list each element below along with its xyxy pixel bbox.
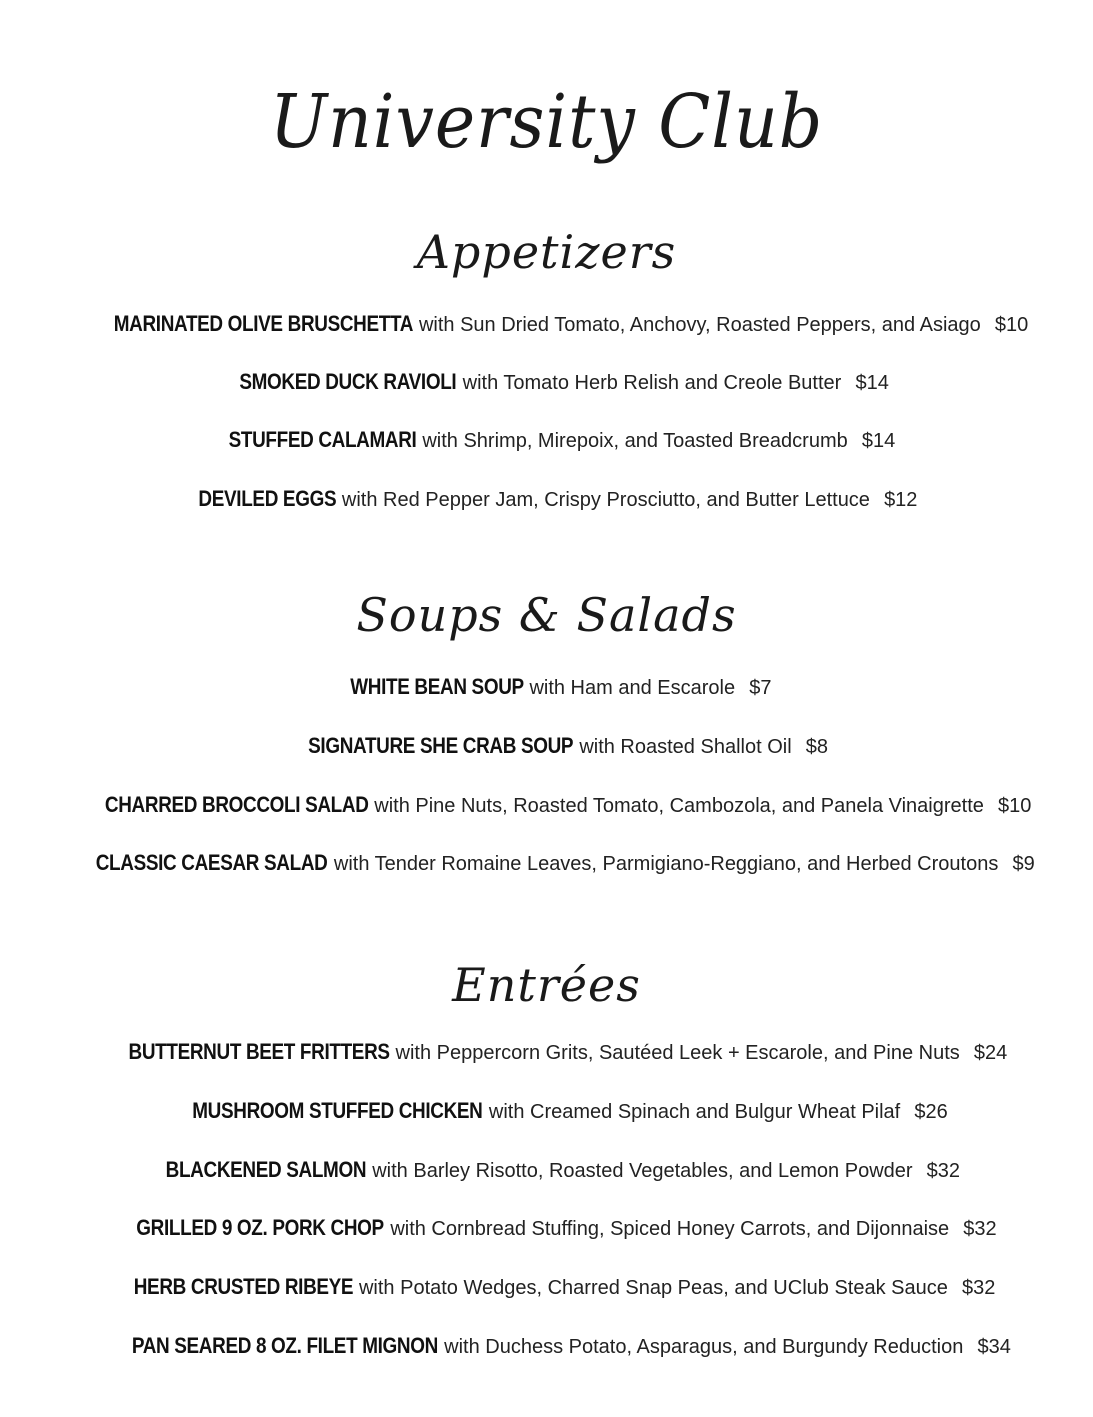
item-description: with Duchess Potato, Asparagus, and Burgundy Reduction [444, 1336, 964, 1358]
item-name: DEVILED EGGS [197, 486, 336, 511]
item-description: with Roasted Shallot Oil [579, 736, 792, 758]
item-name: BLACKENED SALMON [165, 1157, 367, 1182]
menu-item [0, 848, 1093, 879]
item-price: $10 [994, 314, 1029, 336]
section-heading-entrees: Entrées [452, 958, 641, 1012]
section-heading-soups-salads: Soups & Salads [356, 588, 737, 642]
menu-item [0, 1213, 1093, 1244]
item-description: with Shrimp, Mirepoix, and Toasted Breadcrumb [422, 430, 848, 452]
item-price: $32 [926, 1160, 961, 1182]
item-name: SMOKED DUCK RAVIOLI [239, 369, 457, 394]
item-name: MUSHROOM STUFFED CHICKEN [192, 1098, 483, 1123]
item-description: with Peppercorn Grits, Sautéed Leek + Escarole, and Pine Nuts [395, 1042, 960, 1064]
item-price: $24 [973, 1042, 1008, 1064]
item-price: $14 [861, 430, 896, 452]
item-price: $9 [1012, 853, 1035, 875]
item-description: with Pine Nuts, Roasted Tomato, Cambozola, and Panela Vinaigrette [374, 795, 984, 817]
item-price: $12 [884, 489, 918, 511]
menu-item [0, 790, 1093, 821]
item-description: with Barley Risotto, Roasted Vegetables, and Lemon Powder [372, 1160, 913, 1182]
restaurant-title: University Club [269, 79, 824, 165]
menu-item [0, 1096, 1093, 1127]
item-description: with Creamed Spinach and Bulgur Wheat Pilaf [488, 1101, 901, 1123]
item-name: CHARRED BROCCOLI SALAD [104, 792, 369, 817]
item-price: $7 [749, 677, 772, 699]
item-price: $32 [963, 1218, 997, 1240]
item-price: $10 [998, 795, 1032, 817]
item-name: BUTTERNUT BEET FRITTERS [128, 1039, 390, 1064]
menu-item [0, 1037, 1093, 1068]
item-name: WHITE BEAN SOUP [349, 674, 524, 699]
item-description: with Tender Romaine Leaves, Parmigiano-Reggiano, and Herbed Croutons [333, 853, 999, 875]
item-name: GRILLED 9 OZ. PORK CHOP [136, 1215, 385, 1240]
menu-item [0, 484, 1093, 515]
item-name: SIGNATURE SHE CRAB SOUP [308, 733, 574, 758]
menu-item [0, 425, 1093, 456]
item-price: $34 [977, 1336, 1011, 1358]
menu-item [0, 672, 1093, 703]
menu-item [0, 1331, 1093, 1362]
item-description: with Sun Dried Tomato, Anchovy, Roasted Peppers, and Asiago [418, 314, 981, 336]
item-description: with Tomato Herb Relish and Creole Butter [462, 372, 842, 394]
section-heading-appetizers: Appetizers [416, 225, 677, 279]
item-name: MARINATED OLIVE BRUSCHETTA [113, 311, 413, 336]
menu-item [0, 1272, 1093, 1303]
item-price: $14 [855, 372, 889, 394]
item-price: $8 [805, 736, 829, 758]
item-price: $32 [961, 1277, 996, 1299]
item-description: with Ham and Escarole [529, 677, 736, 699]
menu-item [0, 1155, 1093, 1186]
item-price: $26 [914, 1101, 948, 1123]
menu-item [0, 309, 1093, 340]
menu-item [0, 367, 1093, 398]
item-description: with Cornbread Stuffing, Spiced Honey Carrots, and Dijonnaise [390, 1218, 950, 1240]
item-description: with Red Pepper Jam, Crispy Prosciutto, and Butter Lettuce [341, 489, 870, 511]
item-name: PAN SEARED 8 OZ. FILET MIGNON [131, 1333, 439, 1358]
item-description: with Potato Wedges, Charred Snap Peas, and UClub Steak Sauce [358, 1277, 948, 1299]
item-name: HERB CRUSTED RIBEYE [133, 1274, 353, 1299]
item-name: STUFFED CALAMARI [228, 427, 417, 452]
item-name: CLASSIC CAESAR SALAD [96, 850, 328, 875]
menu-item [0, 731, 1093, 762]
